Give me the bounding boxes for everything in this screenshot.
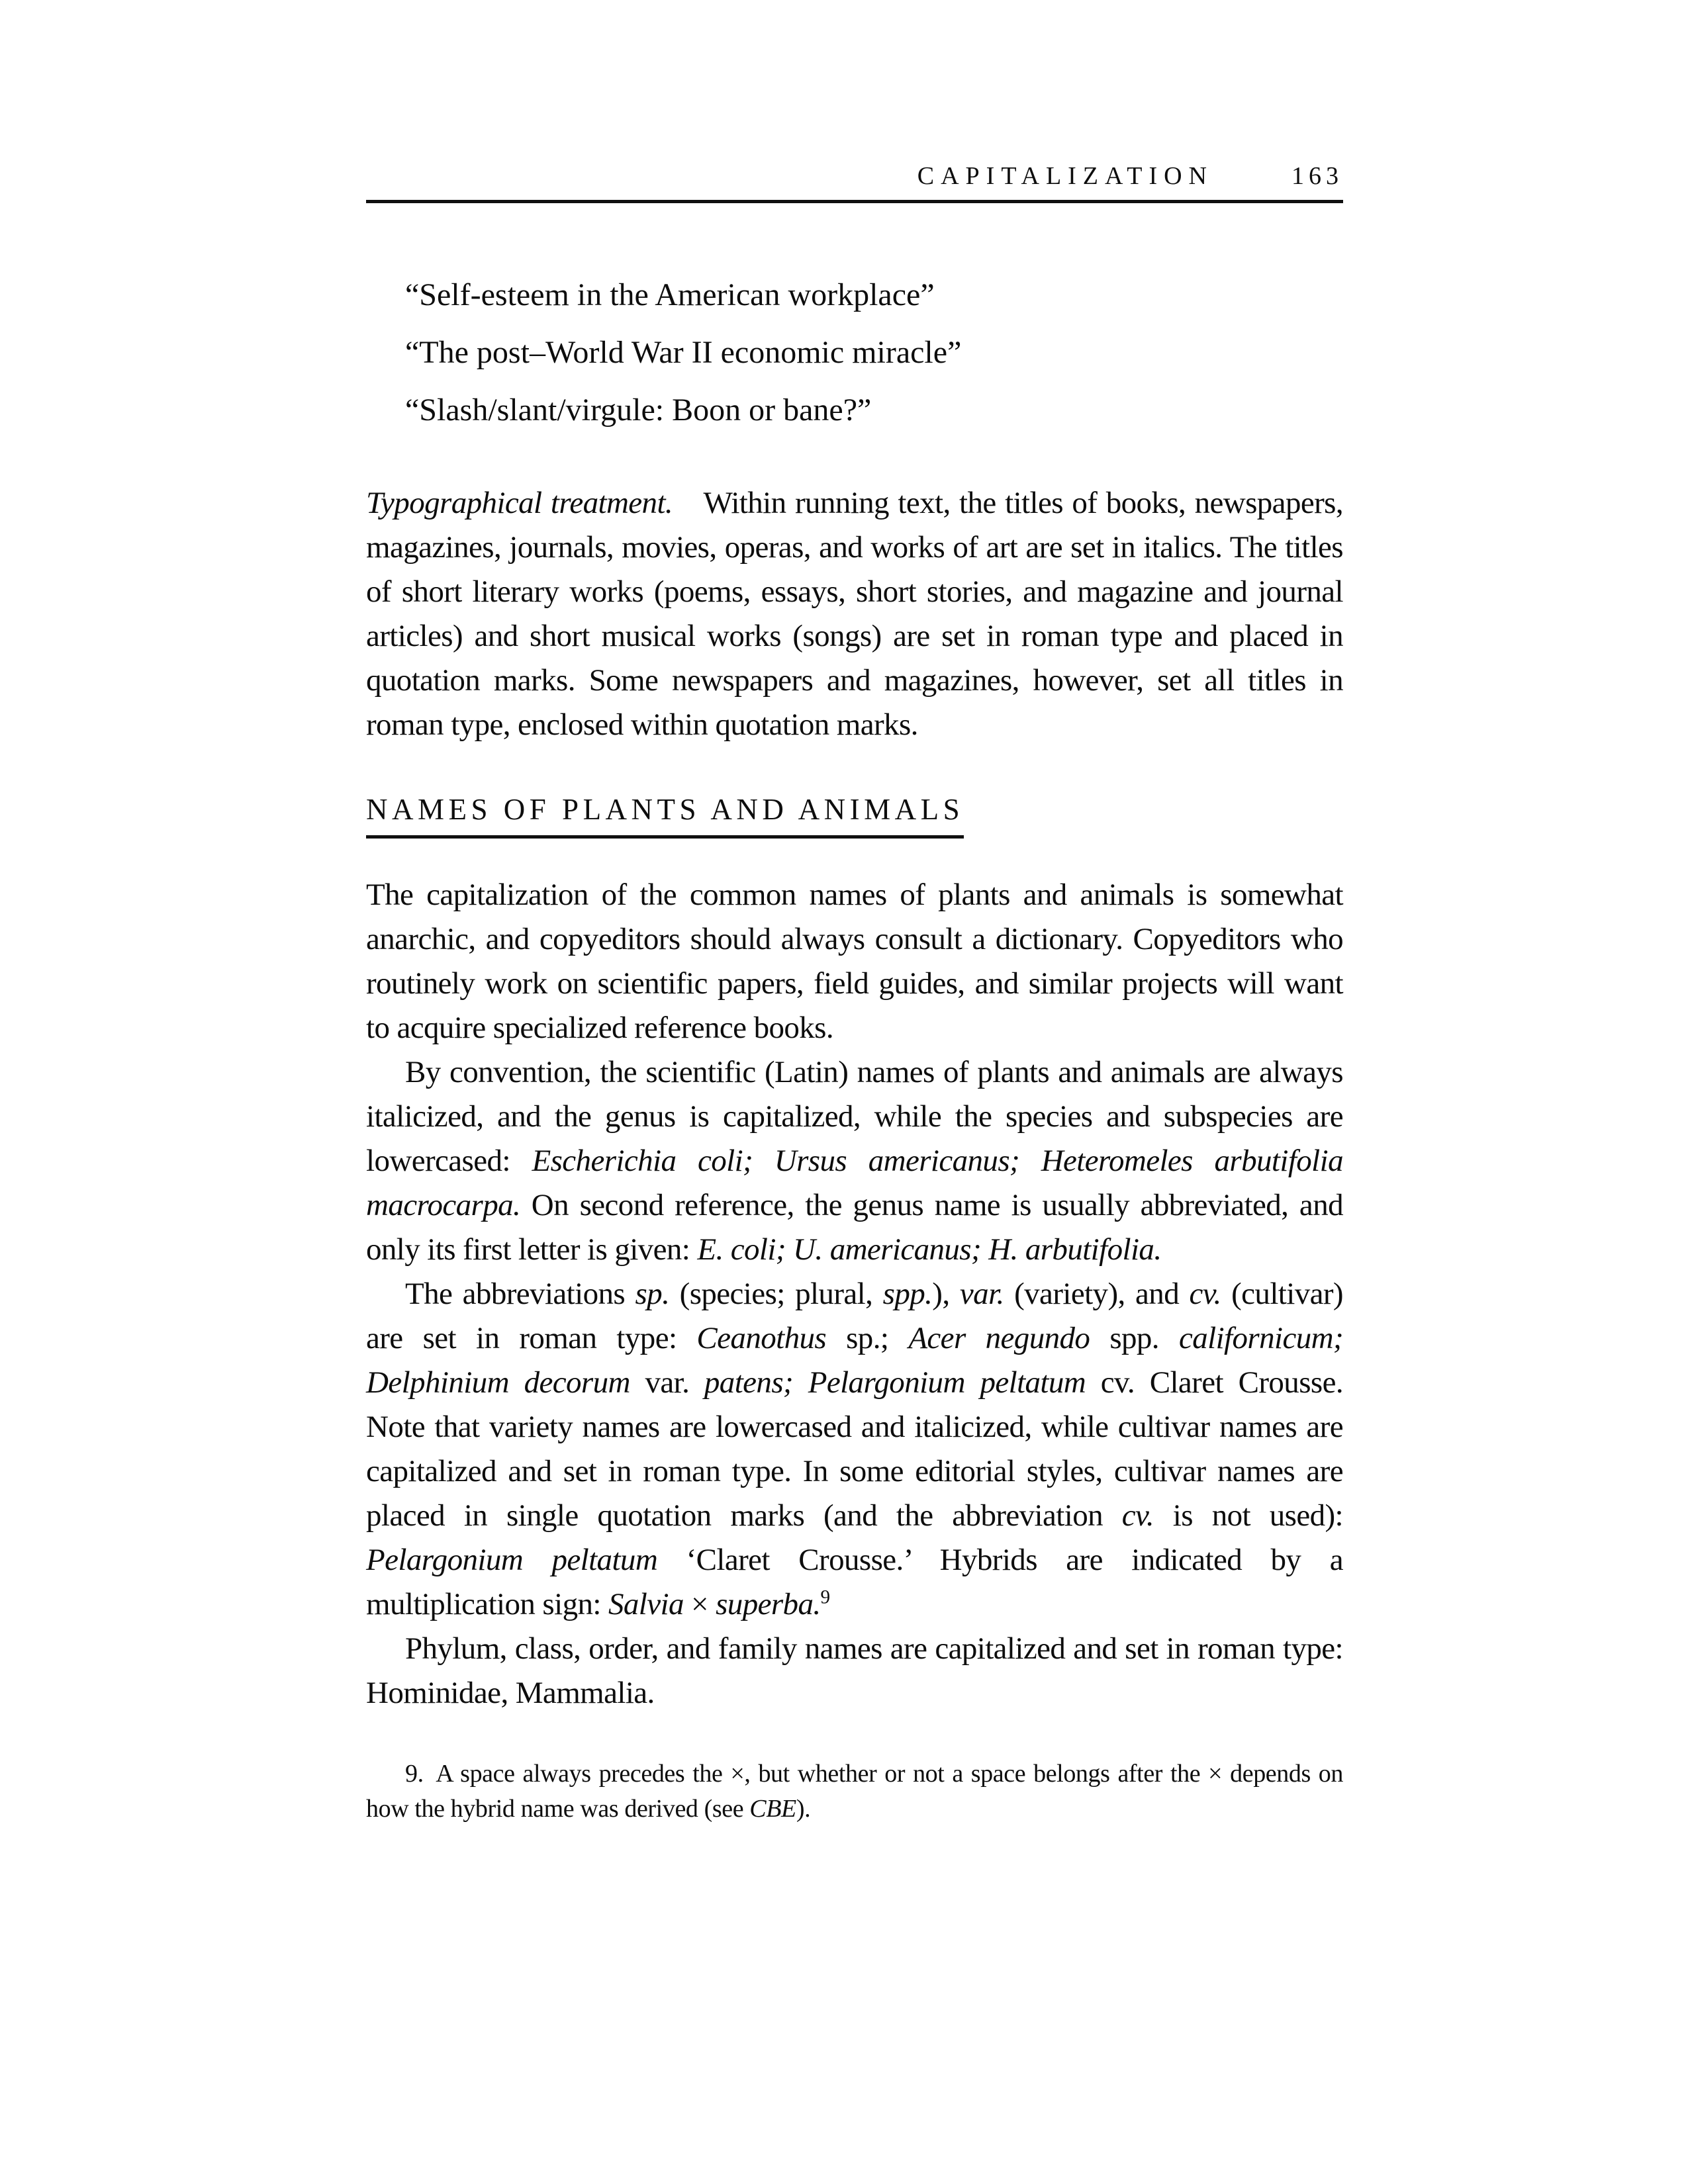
running-head bbox=[366, 163, 1343, 189]
example-title: “Slash/slant/virgule: Boon or bane?” bbox=[405, 392, 872, 428]
paragraph-abbreviations: The abbreviations sp. (species; plural, spp.), var. (variety), and cv. (cultivar) are set in roman type: Ceanothus sp.; Acer negundo spp. californicum; Delphinium decorum var. patens; Pelargonium peltatum cv. Claret Crousse. Note that variety names are lowercased and italicized, while cultivar names are capitalized and set in roman type. In some editorial styles, cultivar names are placed in single quotation marks (and the abbreviation cv. is not used): Pelargonium peltatum ‘Claret Crousse.’ Hybrids are indicated by a multiplication sign: Salvia × superba.$^9$ bbox=[366, 1277, 1344, 1621]
text-column bbox=[366, 0, 1343, 1852]
page-number: 163 bbox=[1291, 162, 1343, 190]
example-title-list bbox=[366, 273, 1343, 432]
section-heading: NAMES OF PLANTS AND ANIMALS bbox=[366, 795, 964, 839]
paragraph-typographical-treatment: Typographical treatment. Within running text, the titles of books, newspapers, magazines, journals, movies, operas, and works of art are set in italics. The titles of short literary works (poems, essays, short stories, and magazine and journal articles) and short musical works (songs) are set in roman type and placed in quotation marks. Some newspapers and magazines, however, set all titles in roman type, enclosed within quotation marks. bbox=[366, 486, 1344, 742]
example-title: “Self-esteem in the American workplace” bbox=[405, 277, 935, 312]
head-rule bbox=[366, 200, 1343, 203]
paragraph-scientific-names-convention: By convention, the scientific (Latin) names of plants and animals are always italicized, and the genus is capitalized, while the species and subspecies are lowercased: Escherichia coli; Ursus americanus; Heteromeles arbutifolia macrocarpa. On second reference, the genus name is usually abbreviated, and only its first letter is given: E. coli; U. americanus; H. arbutifolia. bbox=[366, 1055, 1343, 1267]
section-heading-wrap bbox=[366, 795, 1343, 839]
paragraph-common-names-intro: The capitalization of the common names of plants and animals is somewhat anarchic, and copyeditors should always consult a dictionary. Copyeditors who routinely work on scientific papers, field guides, and similar projects will want to acquire specialized reference books. bbox=[366, 878, 1343, 1045]
footnote-9: 9. A space always precedes the ×, but whether or not a space belongs after the × depends on how the hybrid name was derived (see CBE). bbox=[366, 1760, 1343, 1823]
paragraph-phylum-class-order: Phylum, class, order, and family names are capitalized and set in roman type: Hominidae, Mammalia. bbox=[366, 1631, 1343, 1710]
example-title: “The post–World War II economic miracle” bbox=[405, 335, 962, 370]
running-head-title: CAPITALIZATION bbox=[917, 162, 1213, 190]
